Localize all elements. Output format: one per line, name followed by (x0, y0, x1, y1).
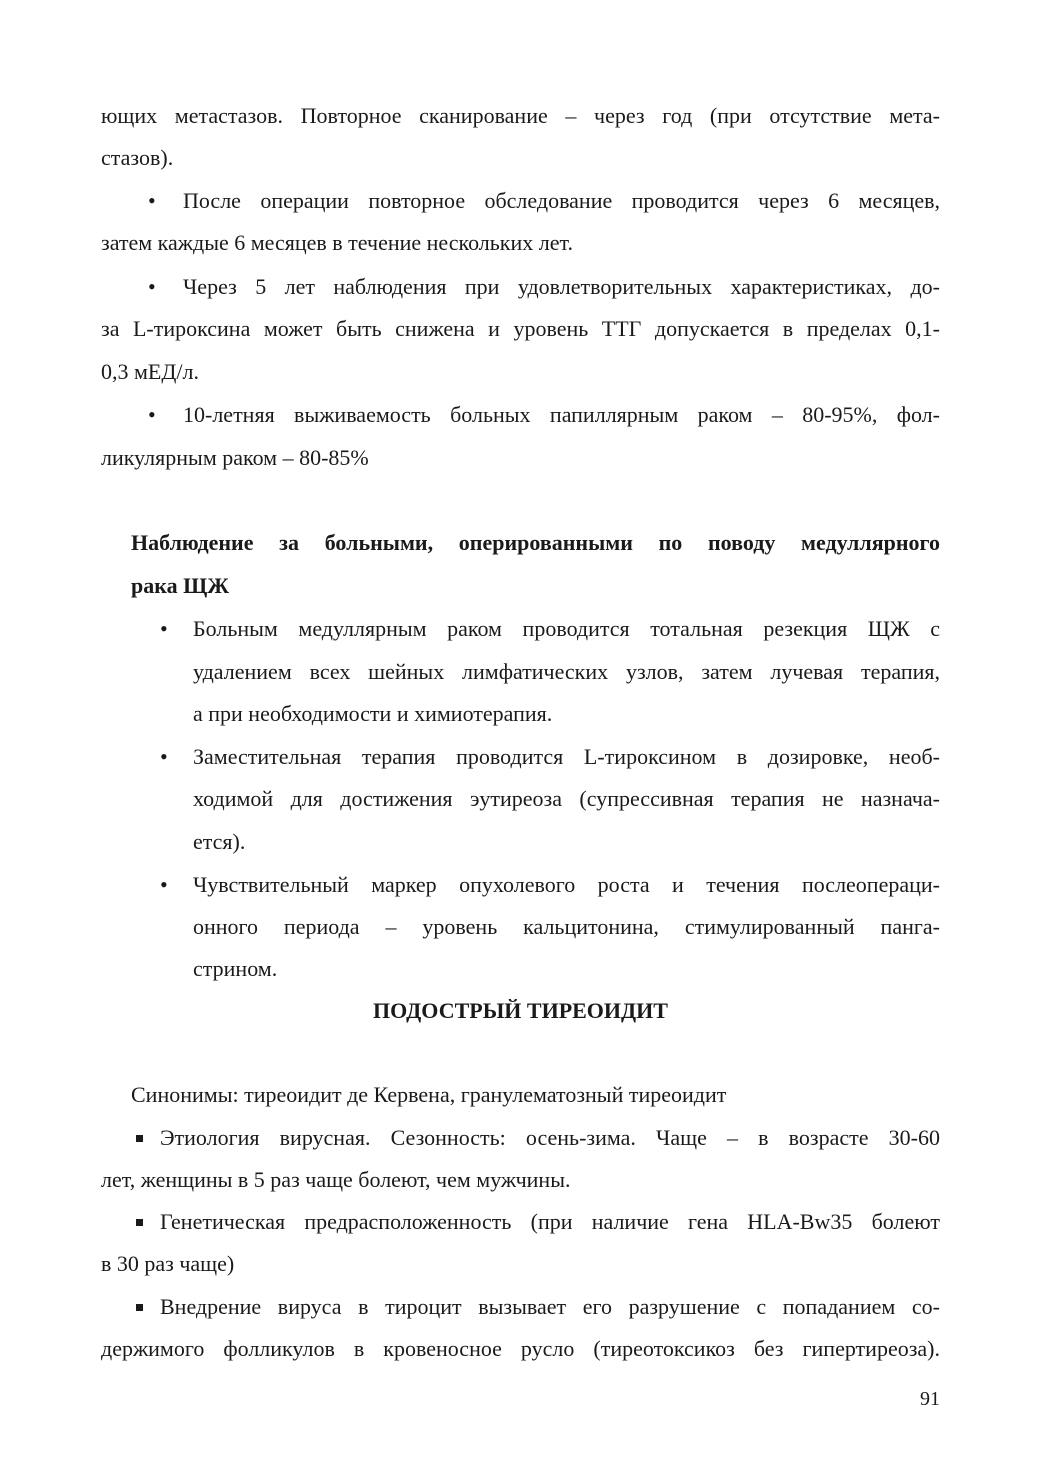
section-title: ПОДОСТРЫЙ ТИРЕОИДИТ (373, 998, 668, 1023)
intro-line-1: ющих метастазов. Повторное сканирование – через год (при отсутствие мета- (101, 103, 940, 128)
intro-line-2: стазов). (101, 145, 174, 170)
list-item-line: Внедрение вируса в тироцит вызывает его разрушение с попаданием со- (160, 1294, 940, 1319)
section-heading-line-1: Наблюдение за больными, оперированными по поводу медуллярного (131, 530, 940, 555)
list-item-line: лет, женщины в 5 раз чаще болеют, чем мужчины. (101, 1167, 571, 1192)
list-item-line: Этиология вирусная. Сезонность: осень-зима. Чаще – в возрасте 30-60 (160, 1125, 940, 1150)
list-item-line: затем каждые 6 месяцев в течение нескольких лет. (101, 230, 573, 255)
list-item-line: за L-тироксина может быть снижена и уровень ТТГ допускается в пределах 0,1- (101, 316, 940, 341)
list-item-line: удалением всех шейных лимфатических узлов, затем лучевая терапия, (193, 659, 940, 684)
list-item-line: держимого фолликулов в кровеносное русло (тиреотоксикоз без гипертиреоза). (101, 1336, 940, 1361)
list-item-line: ликулярным раком – 80-85% (101, 445, 369, 470)
square-bullet-icon (136, 1135, 143, 1142)
list-item-line: 0,3 мЕД/л. (101, 359, 199, 384)
list-item-line: а при необходимости и химиотерапия. (193, 701, 553, 726)
bullet-dot-icon: • (160, 744, 168, 769)
list-item-line: Через 5 лет наблюдения при удовлетворительных характеристиках, до- (183, 274, 940, 299)
section-heading-line-2: рака ЩЖ (131, 573, 229, 598)
list-item-line: стрином. (193, 956, 278, 981)
bullet-dot-icon: • (160, 872, 168, 897)
list-item-line: 10-летняя выживаемость больных папиллярным раком – 80-95%, фол- (183, 402, 940, 427)
bullet-dot-icon: • (160, 616, 168, 641)
list-item-line: Чувствительный маркер опухолевого роста и течения послеопераци- (193, 872, 940, 897)
list-item-line: ходимой для достижения эутиреоза (супрессивная терапия не назнача- (193, 786, 940, 811)
square-bullet-icon (136, 1304, 143, 1311)
list-item-line: Заместительная терапия проводится L-тироксином в дозировке, необ- (193, 744, 940, 769)
bullet-dot-icon: • (148, 188, 156, 213)
list-item-line: ется). (193, 829, 246, 854)
synonyms-line: Синонимы: тиреоидит де Кервена, гранулематозный тиреоидит (131, 1082, 727, 1107)
list-item-line: Генетическая предрасположенность (при наличие гена HLA-Bw35 болеют (160, 1209, 940, 1234)
bullet-dot-icon: • (148, 274, 156, 299)
list-item-line: в 30 раз чаще) (101, 1251, 235, 1276)
list-item-line: Больным медуллярным раком проводится тотальная резекция ЩЖ с (193, 616, 940, 641)
list-item-line: После операции повторное обследование проводится через 6 месяцев, (183, 188, 940, 213)
page-number: 91 (920, 1388, 940, 1410)
square-bullet-icon (136, 1219, 143, 1226)
bullet-dot-icon: • (148, 402, 156, 427)
list-item-line: онного периода – уровень кальцитонина, стимулированный панга- (193, 914, 940, 939)
